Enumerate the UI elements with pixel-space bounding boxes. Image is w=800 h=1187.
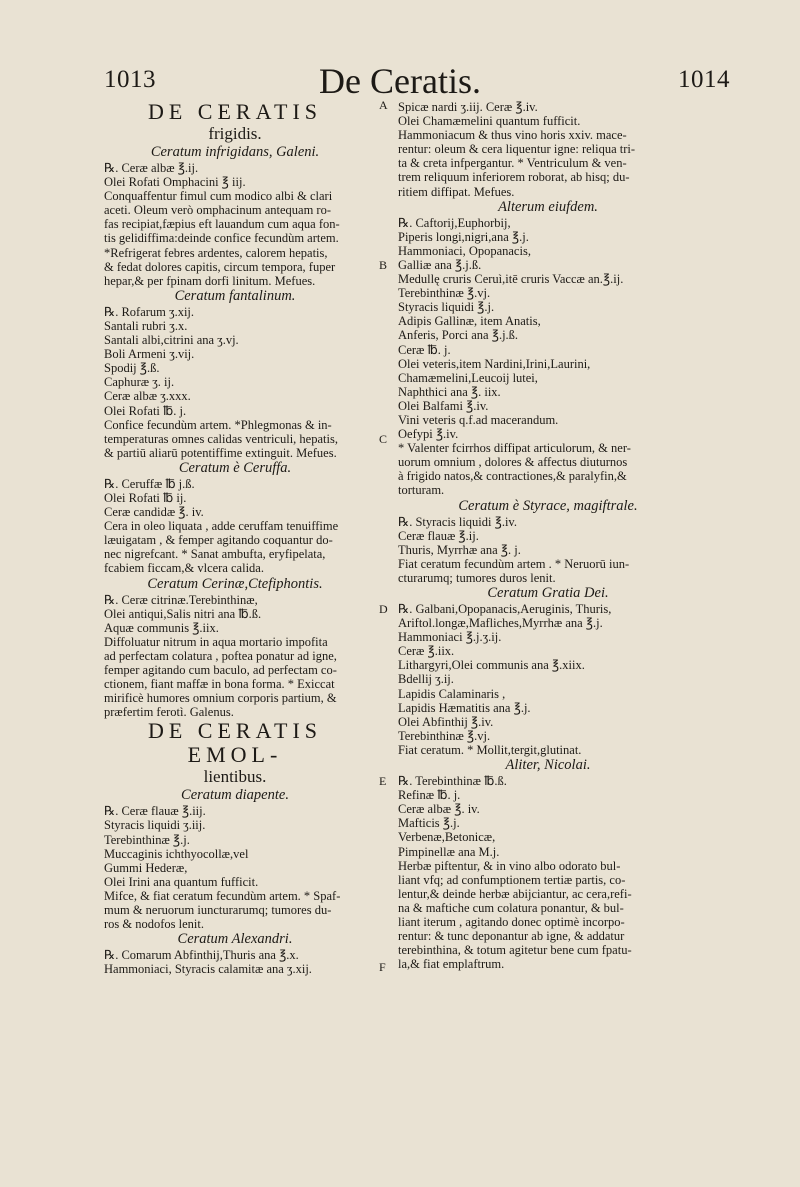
right-page-number: 1014 — [678, 66, 730, 93]
section-heading: DE CERATIS — [147, 99, 323, 124]
text-line: Medullę cruris Ceruì,itē cruris Vaccæ an.℥.ij. — [398, 272, 624, 287]
text-line: femper agitando cum baculo, ad perfectam co- — [104, 663, 337, 677]
text-line: & partiū aliarū potentiffime extinguit. Mefues. — [104, 445, 337, 460]
text-line: fas recipiat,fæpius eft lauandum cum aqua fon- — [104, 217, 340, 232]
text-line: Diffoluatur nitrum in aqua mortario impofita — [104, 634, 328, 649]
text-line: Hammoniaci ℥.j.ʒ.ij. — [398, 630, 502, 645]
text-line: liant iterum , agitando donec optimè incorpo- — [398, 914, 625, 929]
text-line: lentur,& deinde herbæ abijciantur, ac cera,refi- — [398, 886, 632, 901]
recipe-title: Ceratum è Ceruffa. — [178, 459, 292, 476]
running-header — [0, 60, 800, 100]
recipe-title: Alterum eiufdem. — [498, 198, 598, 215]
text-line: Cera in oleo liquata , adde ceruffam tenuiffime — [104, 519, 339, 534]
text-line: Ceræ ℔. j. — [398, 342, 451, 357]
text-line: Styracis liquidi ℥.j. — [398, 300, 495, 315]
text-line: Spodij ℥.ß. — [104, 361, 160, 376]
text-line: Hammoniacum & thus vino horis xxiv. mace- — [398, 128, 627, 143]
text-line: & fedat dolores capitis, circum tempora, fuper — [104, 259, 336, 274]
margin-letter-c: C — [379, 432, 388, 446]
text-line: ℞. Styracis liquidi ℥.iv. — [398, 514, 518, 529]
text-line: Hammoniaci, Styracis calamitæ ana ʒ.xij. — [104, 962, 312, 977]
text-line: Mafticis ℥.j. — [398, 816, 460, 831]
text-line: Oefypi ℥.iv. — [398, 427, 459, 442]
text-line: ta & creta infpergantur. * Ventriculum & ven- — [398, 156, 627, 171]
text-line: Santali rubri ʒ.x. — [104, 318, 188, 333]
text-line: ℞. Comarum Abfinthij,Thuris ana ℥.x. — [104, 948, 299, 963]
text-line: Thuris, Myrrhæ ana ℥. j. — [398, 542, 521, 557]
section-subheading: lientibus. — [203, 767, 267, 787]
text-line: Bdellij ʒ.ij. — [398, 672, 454, 687]
text-line: tis gelidiffima:deinde confice fecundùm artem. — [104, 231, 339, 246]
text-line: Naphthici ana ℥. iix. — [398, 384, 501, 399]
recipe-title: Ceratum diapente. — [181, 787, 289, 804]
text-line: Olei Abfinthij ℥.iv. — [398, 714, 494, 729]
text-line: *Refrigerat febres ardentes, calorem hepatis, — [104, 245, 328, 260]
text-line: torturam. — [398, 483, 445, 498]
text-line: Galliæ ana ℥.j.ß. — [398, 257, 482, 272]
section-subheading: frigidis. — [208, 124, 262, 143]
text-line: ℞. Ceræ flauæ ℥.iij. — [104, 804, 206, 819]
margin-letter-f: F — [379, 960, 386, 974]
text-line: cturarumq; tumores duros lenit. — [398, 570, 556, 585]
text-line: Olei Rofati ℔ ij. — [104, 490, 187, 505]
text-line: * Valenter fcirrhos diffipat articulorum, & ner- — [398, 441, 631, 456]
text-line: Mifce, & fiat ceratum fecundùm artem. * Spaf- — [104, 888, 341, 903]
text-line: temperaturas omnes calidas ventriculi, hepatis, — [104, 431, 338, 446]
recipe-title: Ceratum Gratia Dei. — [487, 585, 609, 601]
text-line: ℞. Rofarum ʒ.xij. — [104, 304, 195, 319]
recipe-title: Ceratum è Styrace, magiftrale. — [458, 497, 638, 514]
text-line: mum & neruorum iuncturarumq; tumores du- — [104, 903, 332, 918]
text-line: Ceræ candidæ ℥. iv. — [104, 505, 204, 520]
text-line: Terebinthinæ ℥.vj. — [398, 728, 491, 743]
text-line: Fiat ceratum. * Mollit,tergit,glutinat. — [398, 742, 582, 757]
text-line: nec nigrefcant. * Sanat ambufta, eryfipelata, — [104, 547, 326, 562]
left-column — [104, 100, 366, 976]
text-line: Lapidis Hæmatitis ana ℥.j. — [398, 700, 531, 715]
text-line: Terebinthinæ ℥.j. — [104, 832, 190, 847]
text-line: Terebinthinæ ℥.vj. — [398, 286, 491, 301]
text-line: Olei veteris,item Nardini,Irini,Laurini, — [398, 356, 591, 371]
text-line: Gummi Hederæ, — [104, 860, 188, 875]
running-title: De Ceratis. — [319, 61, 481, 101]
text-line: Pimpinellæ ana M.j. — [398, 844, 500, 859]
text-line: Styracis liquidi ʒ.iij. — [104, 818, 206, 833]
right-column — [398, 100, 698, 971]
text-line: ctionem, fiant maffæ in bona forma. * Exiccat — [104, 677, 335, 692]
text-line: Ceræ albæ ℥. iv. — [398, 802, 480, 817]
text-line: Ariftol.longæ,Mafliches,Myrrhæ ana ℥.j. — [398, 616, 603, 631]
text-line: Piperis longi,nigri,ana ℥.j. — [398, 229, 529, 244]
recipe-title: Ceratum fantalinum. — [174, 287, 296, 304]
section-heading: DE CERATIS EMOL- — [147, 718, 323, 768]
margin-letter-a: A — [379, 98, 388, 112]
text-line: la,& fiat emplaftrum. — [398, 957, 505, 972]
text-line: fcabiem ficcam,& vlcera calida. — [104, 561, 264, 576]
text-line: ad perfectam colatura , poftea ponatur ad igne, — [104, 648, 337, 663]
text-line: Olei antiqui,Salis nitri ana ℔.ß. — [104, 606, 262, 621]
text-line: liant vfq; ad confumptionem tertiæ partis, co- — [398, 872, 626, 887]
text-line: Fiat ceratum fecundùm artem . * Neruorū iun- — [398, 556, 630, 571]
text-line: ℞. Caftorij,Euphorbij, — [398, 215, 511, 230]
text-line: Ceræ ℥.iix. — [398, 644, 455, 659]
text-line: Ceræ albæ ʒ.xxx. — [104, 389, 191, 404]
text-line: rentur: & tunc deponantur ab igne, & addatur — [398, 929, 625, 944]
text-line: Chamæmelini,Leucoij lutei, — [398, 370, 538, 385]
text-line: Hammoniaci, Opopanacis, — [398, 243, 531, 258]
text-line: Muccaginis ichthyocollæ,vel — [104, 846, 249, 861]
text-line: Olei Balfami ℥.iv. — [398, 398, 489, 413]
text-line: Olei Irini ana quantum fufficit. — [104, 874, 259, 889]
text-line: Aquæ communis ℥.iix. — [104, 620, 219, 635]
text-line: ℞. Ceruffæ ℔ j.ß. — [104, 476, 195, 491]
text-line: terebinthina, & totum agitetur bene cum fpatu- — [398, 943, 632, 958]
text-line: uorum omnium , dolores & affectus diuturnos — [398, 455, 628, 470]
recipe-title: Ceratum Cerinæ,Ctefiphontis. — [147, 575, 323, 592]
text-line: ritiem diffipat. Mefues. — [398, 184, 515, 199]
text-line: ℞. Ceræ albæ ℥.ij. — [104, 161, 199, 175]
text-line: læuigatam , & femper agitando coquantur do- — [104, 533, 333, 548]
text-line: præfertim ferotì. Galenus. — [104, 705, 234, 720]
text-line: trem reliquum inferiorem roborat, ab hisq; du- — [398, 170, 630, 185]
text-line: Conquaffentur fimul cum modico albi & clari — [104, 189, 333, 204]
recipe-title: Aliter, Nicolai. — [505, 757, 591, 774]
text-line: Spicæ nardi ʒ.iij. Ceræ ℥.iv. — [398, 100, 538, 114]
recipe-title: Ceratum Alexandri. — [177, 931, 293, 948]
text-line: à frigido natos,& contractiones,& paralyfin,& — [398, 469, 627, 484]
text-line: ℞. Galbani,Opopanacis,Aeruginis, Thuris, — [398, 602, 612, 616]
text-line: Olei Rofati ℔. j. — [104, 403, 187, 418]
text-line: Herbæ piftentur, & in vino albo odorato bul- — [398, 858, 621, 873]
text-line: Anferis, Porci ana ℥.j.ß. — [398, 328, 519, 343]
text-line: Confice fecundùm artem. *Phlegmonas & in- — [104, 417, 332, 432]
text-line: Olei Rofati Omphacini ℥ iij. — [104, 175, 246, 190]
text-line: Boli Armeni ʒ.vij. — [104, 347, 195, 362]
text-line: Lithargyri,Olei communis ana ℥.xiix. — [398, 658, 585, 673]
text-line: Olei Chamæmelini quantum fufficit. — [398, 114, 581, 129]
text-line: mirificè humores omnium corporis partium, & — [104, 691, 337, 706]
text-line: rentur: oleum & cera liquentur igne: reliqua tri- — [398, 142, 636, 157]
margin-letter-e: E — [379, 774, 387, 788]
text-line: ℞. Terebinthinæ ℔.ß. — [398, 774, 507, 789]
text-line: ros & nodofos lenit. — [104, 917, 204, 932]
text-line: Verbenæ,Betonicæ, — [398, 830, 496, 845]
text-line: Adipis Gallinæ, item Anatis, — [398, 314, 541, 329]
left-page-number: 1013 — [104, 66, 156, 93]
text-line: Lapidis Calaminaris , — [398, 686, 506, 701]
text-line: na & maftiche cum colatura ponantur, & bul- — [398, 900, 624, 915]
recipe-title: Ceratum infrigidans, Galeni. — [150, 144, 320, 160]
text-line: ℞. Ceræ citrinæ.Terebinthinæ, — [104, 592, 258, 607]
text-line: hepar,& per fpinam dorfi linitum. Mefues. — [104, 273, 316, 288]
margin-letter-b: B — [379, 258, 388, 272]
text-line: Vini veteris q.f.ad macerandum. — [398, 412, 559, 427]
margin-letter-d: D — [379, 602, 388, 616]
text-line: Refinæ ℔. j. — [398, 788, 461, 803]
text-line: Santali albi,citrini ana ʒ.vj. — [104, 333, 239, 348]
text-line: Caphuræ ʒ. ij. — [104, 375, 175, 390]
text-line: aceti. Oleum verò omphacinum antequam ro- — [104, 203, 332, 218]
text-line: Ceræ flauæ ℥.ij. — [398, 528, 479, 543]
